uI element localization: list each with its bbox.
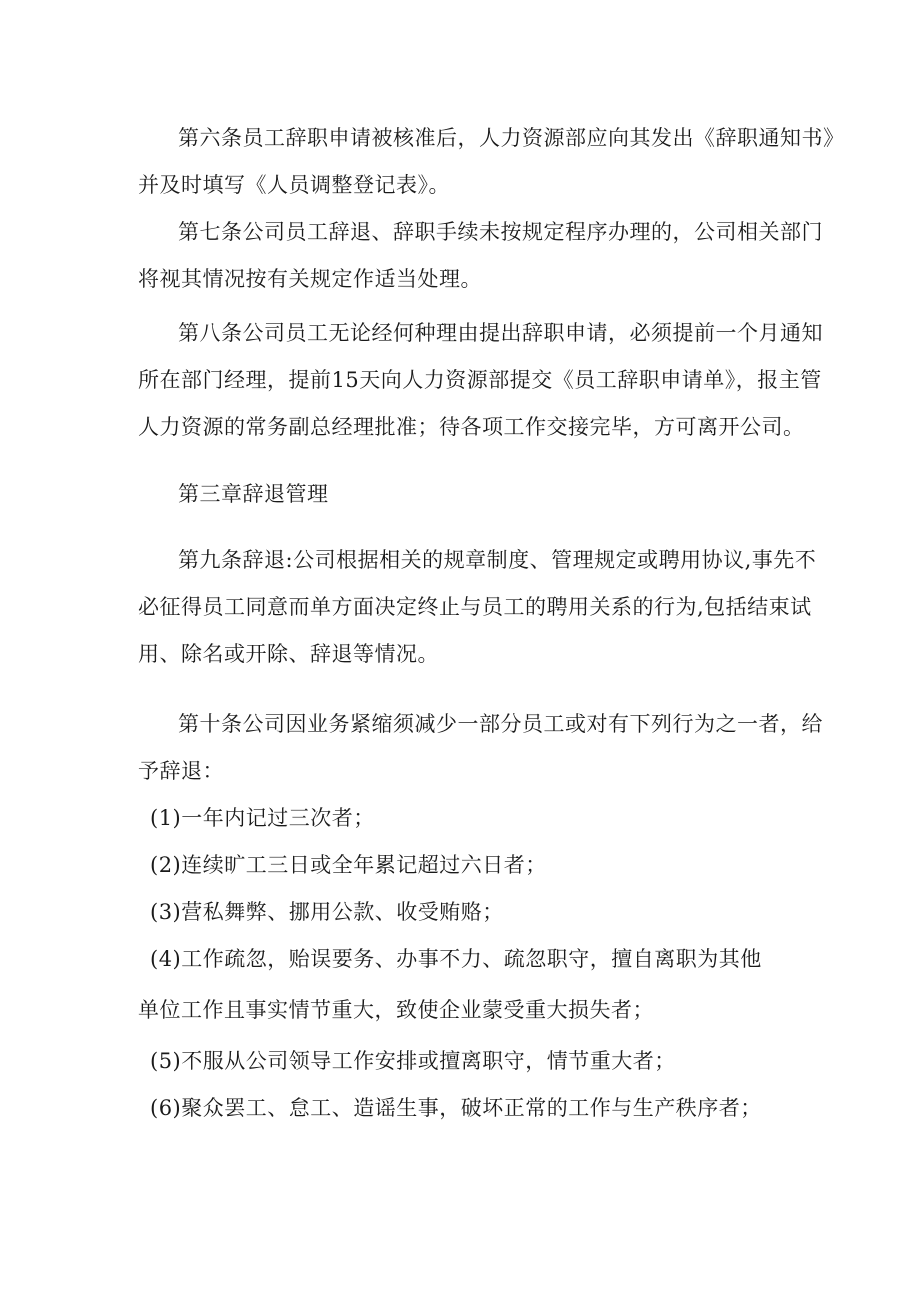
- article-9-line-3: 用、除名或开除、辞退等情况。: [138, 642, 439, 666]
- list-item-4-line-2: 单位工作且事实情节重大，致使企业蒙受重大损失者；: [138, 998, 654, 1022]
- article-9-line-1: 第九条辞退:公司根据相关的规章制度、管理规定或聘用协议,事先不: [178, 548, 817, 572]
- article-10-line-2: 予辞退：: [138, 759, 224, 783]
- article-6-line-1: 第六条员工辞职申请被核准后，人力资源部应向其发出《辞职通知书》: [178, 126, 845, 150]
- article-10-line-1: 第十条公司因业务紧缩须减少一部分员工或对有下列行为之一者，给: [178, 712, 823, 736]
- article-9-line-2: 必征得员工同意而单方面决定终止与员工的聘用关系的行为,包括结束试: [138, 595, 812, 619]
- list-item-6: (6)聚众罢工、怠工、造谣生事，破坏正常的工作与生产秩序者；: [150, 1096, 762, 1120]
- list-item-3: (3)营私舞弊、挪用公款、收受贿赂；: [150, 900, 504, 924]
- list-item-4-line-1: (4)工作疏忽，贻误要务、办事不力、疏忽职守，擅自离职为其他: [150, 947, 762, 971]
- chapter-3-heading: 第三章辞退管理: [178, 482, 329, 506]
- list-item-1: (1)一年内记过三次者；: [150, 806, 375, 830]
- article-8-line-3: 人力资源的常务副总经理批准；待各项工作交接完毕，方可离开公司。: [138, 415, 805, 439]
- article-8-line-1: 第八条公司员工无论经何种理由提出辞职申请，必须提前一个月通知: [178, 321, 823, 345]
- article-6-line-2: 并及时填写《人员调整登记表》。: [138, 173, 450, 197]
- article-7-line-1: 第七条公司员工辞退、辞职手续未按规定程序办理的，公司相关部门: [178, 220, 823, 244]
- article-8-line-2: 所在部门经理，提前15天向人力资源部提交《员工辞职申请单》，报主管: [138, 368, 822, 392]
- list-item-2: (2)连续旷工三日或全年累记超过六日者；: [150, 853, 547, 877]
- list-item-5: (5)不服从公司领导工作安排或擅离职守，情节重大者；: [150, 1049, 676, 1073]
- article-7-line-2: 将视其情况按有关规定作适当处理。: [138, 267, 482, 291]
